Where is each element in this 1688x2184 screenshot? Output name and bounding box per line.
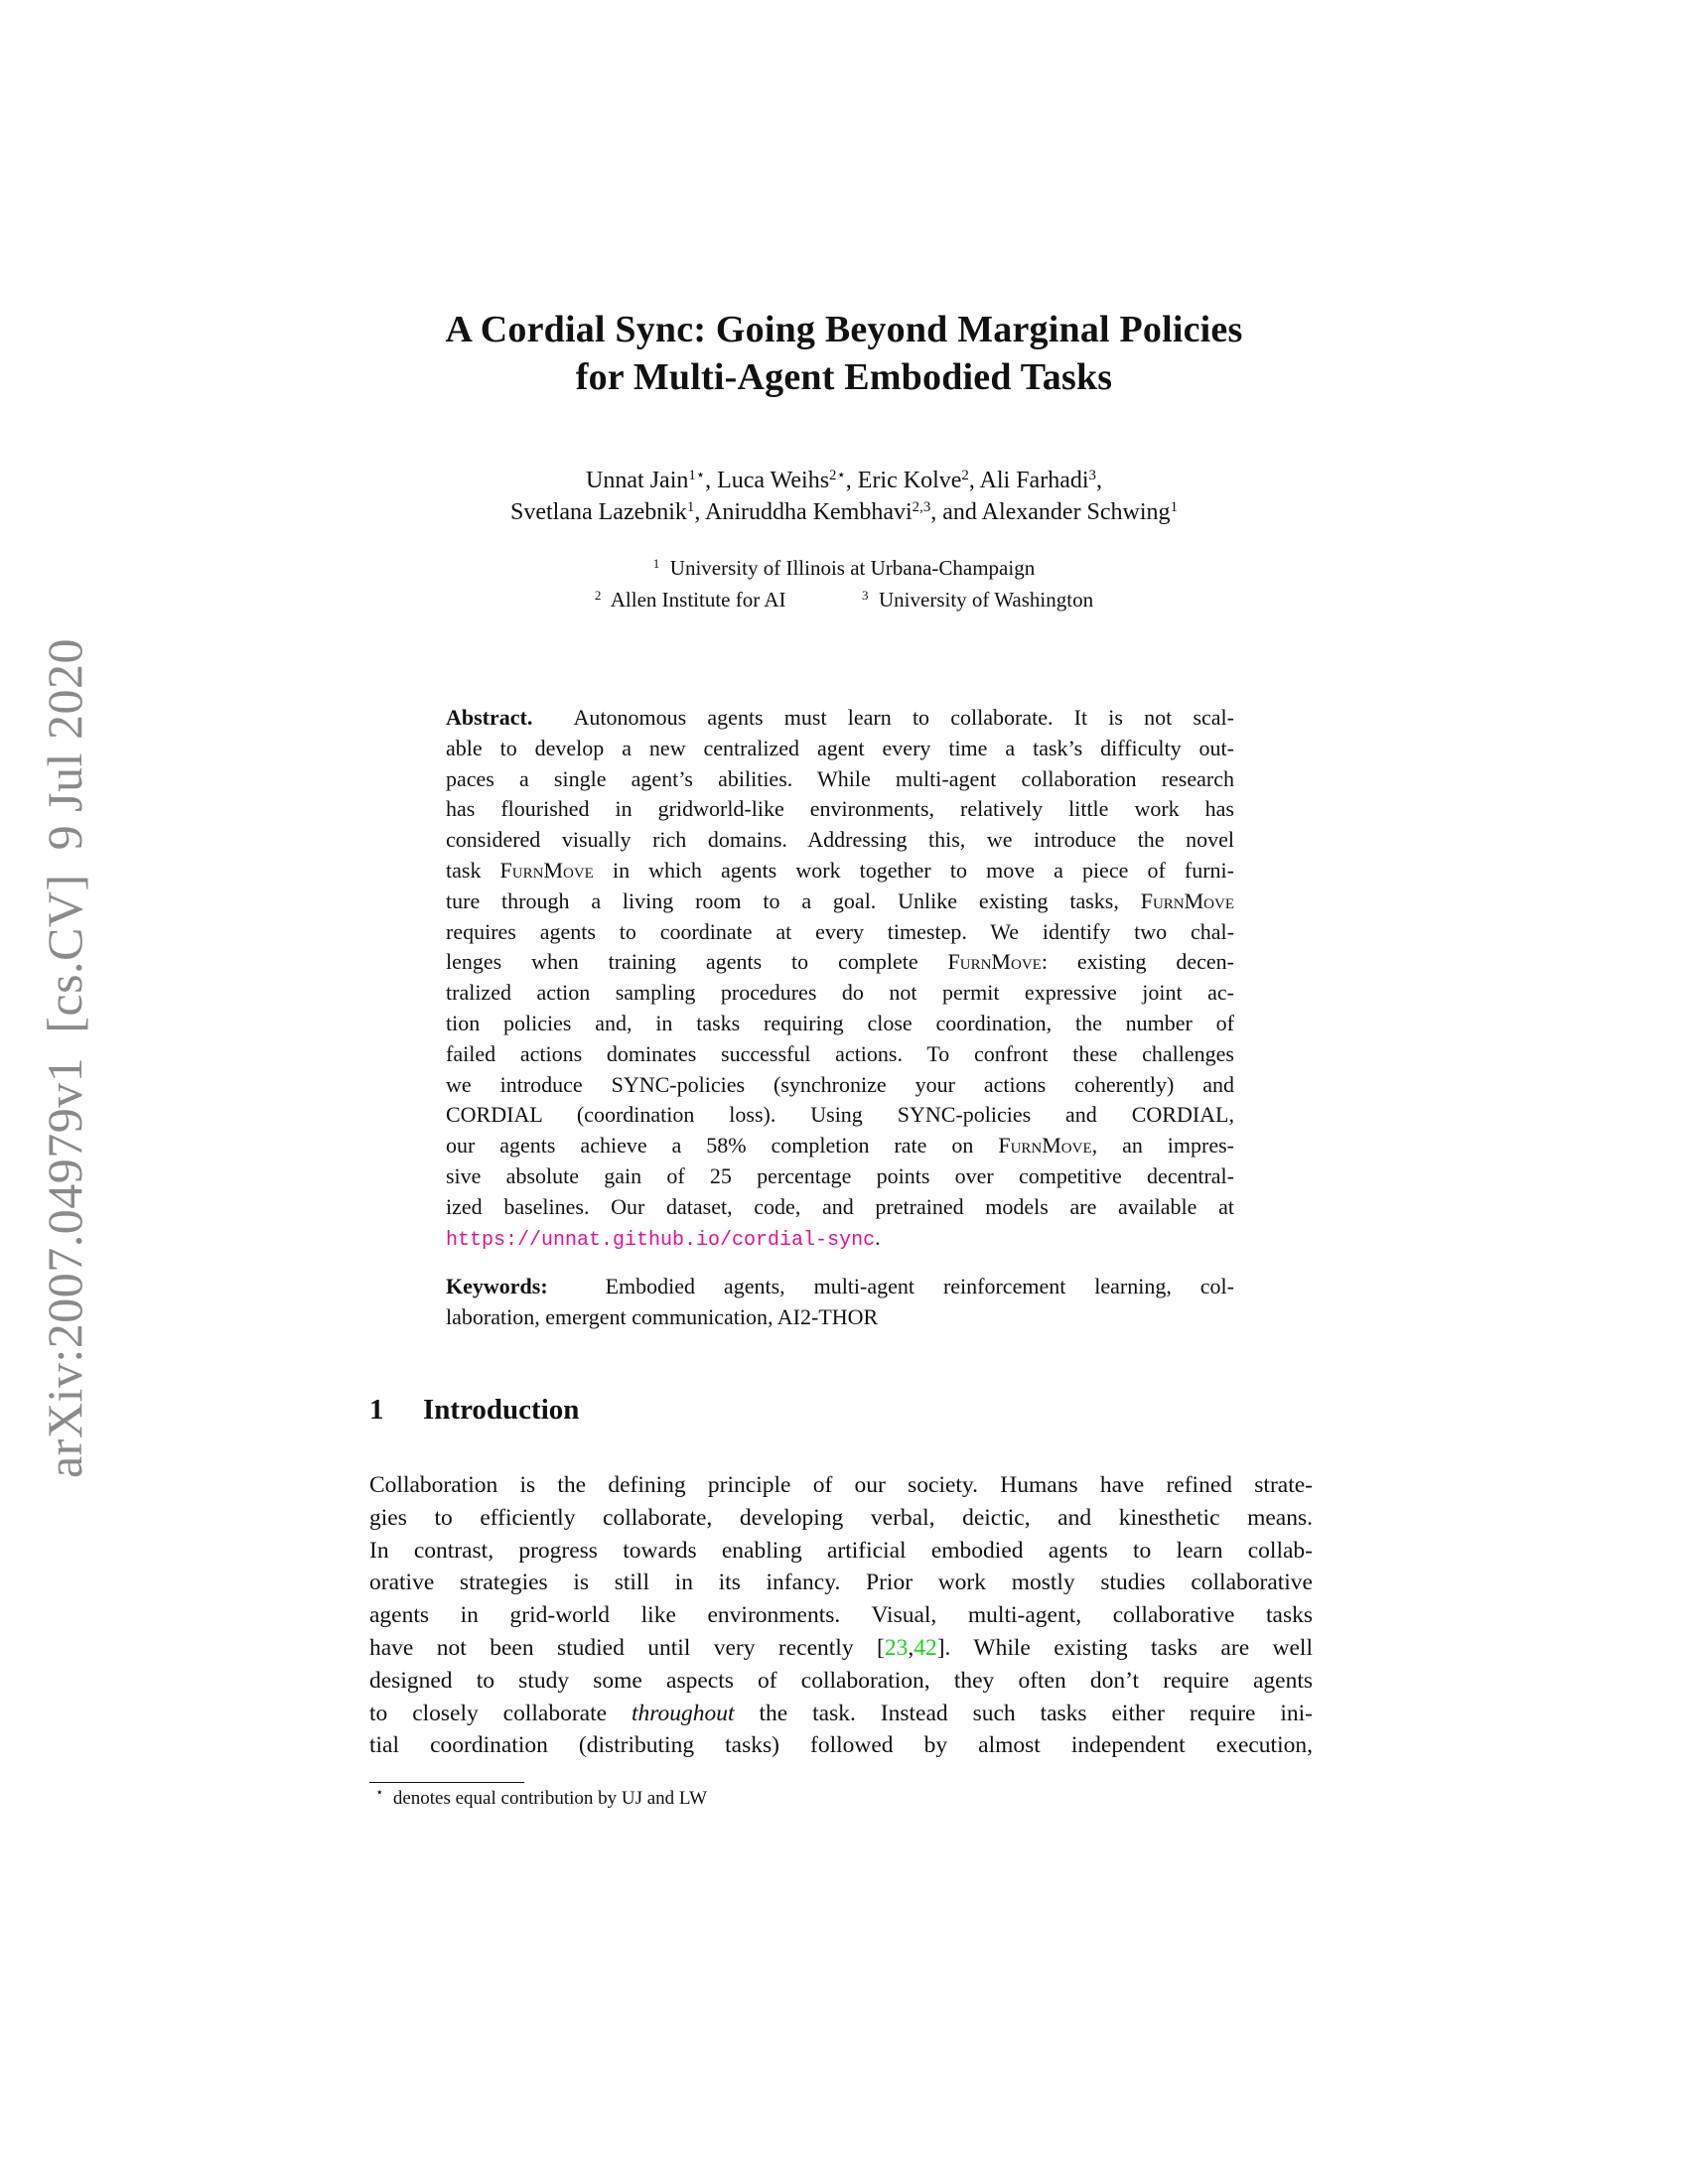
author-affil-sup: 1 (686, 498, 695, 515)
title-line-2: for Multi-Agent Embodied Tasks (575, 356, 1113, 398)
affiliation-number: 3 (861, 587, 869, 603)
abstract-line: our agents achieve a 58% completion rate on FurnMove, an impres- (446, 1133, 1234, 1159)
body-line: orative strategies is still in its infancy. Prior work mostly studies collaborative (369, 1570, 1313, 1596)
abstract-line: tion policies and, in tasks requiring close coordination, the number of (446, 1010, 1234, 1035)
keywords-label: Keywords: (446, 1274, 548, 1298)
author-conjunction: and (942, 499, 977, 525)
abstract-line: we introduce SYNC-policies (synchronize your actions coherently) and (446, 1071, 1234, 1097)
body-line: gies to efficiently collaborate, developing verbal, deictic, and kinesthetic means. (369, 1504, 1313, 1531)
task-name: FurnMove (947, 949, 1042, 975)
abstract-line: paces a single agent’s abilities. While multi-agent collaboration research (446, 765, 1234, 791)
author: Alexander Schwing (981, 499, 1171, 525)
author-affil-sup: 1 (1170, 498, 1178, 515)
author-affil-sup: 2 (961, 467, 969, 483)
section-title: Introduction (423, 1394, 580, 1426)
author: Aniruddha Kembhavi (705, 499, 913, 525)
abstract (446, 703, 1234, 1256)
author-affil-sup: 2,3 (912, 498, 931, 515)
arxiv-stamp-text (36, 638, 93, 1478)
author-line-1: Unnat Jain$^{1⋆}$, Luca Weihs$^{2⋆}$, Eric Kolve$^2$, Ali Farhadi$^3$, (586, 467, 1102, 493)
affiliation-line-2 (0, 584, 1688, 615)
task-name: FurnMove (998, 1133, 1092, 1159)
emphasis: throughout (632, 1700, 735, 1726)
abstract-line: ture through a living room to a goal. Unlike existing tasks, FurnMove (446, 887, 1234, 913)
task-name: FurnMove (1140, 887, 1234, 913)
author: Svetlana Lazebnik (509, 499, 687, 525)
keywords-line: Keywords: Embodied agents, multi-agent reinforcement learning, col- (446, 1274, 1234, 1298)
keywords (446, 1271, 1234, 1332)
abstract-line: considered visually rich domains. Addressing this, we introduce the novel (446, 827, 1234, 853)
body-paragraph (369, 1469, 1313, 1762)
affiliation-name: Allen Institute for AI (610, 588, 786, 612)
abstract-line: able to develop a new centralized agent every time a task’s difficulty out- (446, 735, 1234, 760)
footnote (375, 1784, 708, 1810)
body-line: designed to study some aspects of collaboration, they often don’t require agents (369, 1667, 1313, 1694)
abstract-label: Abstract. (446, 705, 533, 730)
abstract-line: https://unnat.github.io/cordial-sync. (446, 1224, 881, 1252)
author-line-2: Svetlana Lazebnik$^1$, Aniruddha Kembhavi$^{2,3}$, and Alexander Schwing$^1$ (509, 498, 1178, 525)
author-affil-sup: 3 (1088, 467, 1096, 483)
affiliation-number: 2 (594, 587, 602, 603)
abstract-line: requires agents to coordinate at every timestep. We identify two chal- (446, 918, 1234, 944)
footnote-text: denotes equal contribution by UJ and LW (392, 1788, 708, 1809)
footnote-marker: ⋆ (375, 1784, 384, 1800)
arxiv-id: arXiv:2007.04979v1 (37, 1056, 92, 1479)
section-heading (369, 1394, 579, 1427)
author: Luca Weihs (717, 468, 830, 493)
arxiv-date: 9 Jul 2020 (37, 637, 92, 851)
body-line: have not been studied until very recently [23,42]. While existing tasks are well (369, 1634, 1313, 1661)
footnote-rule (369, 1782, 524, 1783)
author-affil-sup: 1⋆ (688, 467, 706, 483)
abstract-line: tralized action sampling procedures do not permit expressive joint ac- (446, 980, 1234, 1006)
affiliation-name: University of Illinois at Urbana-Champaign (669, 556, 1036, 580)
task-name: FurnMove (499, 857, 594, 883)
paper-title (0, 306, 1688, 401)
abstract-line: Abstract. Autonomous agents must learn to collaborate. It is not scal- (446, 705, 1234, 730)
author: Unnat Jain (586, 468, 689, 493)
abstract-line: sive absolute gain of 25 percentage points over competitive decentral- (446, 1162, 1234, 1188)
affiliation-name: University of Washington (879, 588, 1094, 612)
body-line: In contrast, progress towards enabling artificial embodied agents to learn collab- (369, 1537, 1313, 1564)
body-line: to closely collaborate throughout the task. Instead such tasks either require ini- (369, 1700, 1314, 1726)
abstract-line: CORDIAL (coordination loss). Using SYNC-policies and CORDIAL, (446, 1102, 1234, 1128)
author-list (0, 465, 1688, 528)
arxiv-stamp (36, 607, 93, 1510)
author: Ali Farhadi (979, 468, 1089, 493)
author: Eric Kolve (857, 468, 962, 493)
body-line: tial coordination (distributing tasks) followed by almost independent execution, (369, 1732, 1313, 1759)
affiliation-line-1 (0, 552, 1688, 584)
arxiv-category: [cs.CV] (37, 874, 92, 1033)
project-url-link[interactable]: https://unnat.github.io/cordial-sync (446, 1228, 876, 1252)
abstract-line: task FurnMove in which agents work together to move a piece of furni- (446, 857, 1234, 883)
affiliation-number: 1 (652, 555, 660, 571)
abstract-line: has flourished in gridworld-like environments, relatively little work has (446, 796, 1234, 822)
title-line-1: A Cordial Sync: Going Beyond Marginal Policies (445, 309, 1243, 350)
citation-link[interactable]: 23 (884, 1634, 909, 1661)
abstract-line: failed actions dominates successful actions. To confront these challenges (446, 1040, 1234, 1066)
citation-link[interactable]: 42 (914, 1634, 937, 1661)
abstract-line: ized baselines. Our dataset, code, and pretrained models are available at (446, 1193, 1234, 1219)
body-line: agents in grid-world like environments. Visual, multi-agent, collaborative tasks (369, 1602, 1313, 1629)
keywords-line: laboration, emergent communication, AI2-THOR (446, 1304, 879, 1329)
body-line: Collaboration is the defining principle of our society. Humans have refined strate- (369, 1472, 1313, 1498)
author-affil-sup: 2⋆ (829, 467, 846, 483)
abstract-line: lenges when training agents to complete FurnMove: existing decen- (446, 949, 1234, 975)
section-number: 1 (369, 1394, 384, 1426)
